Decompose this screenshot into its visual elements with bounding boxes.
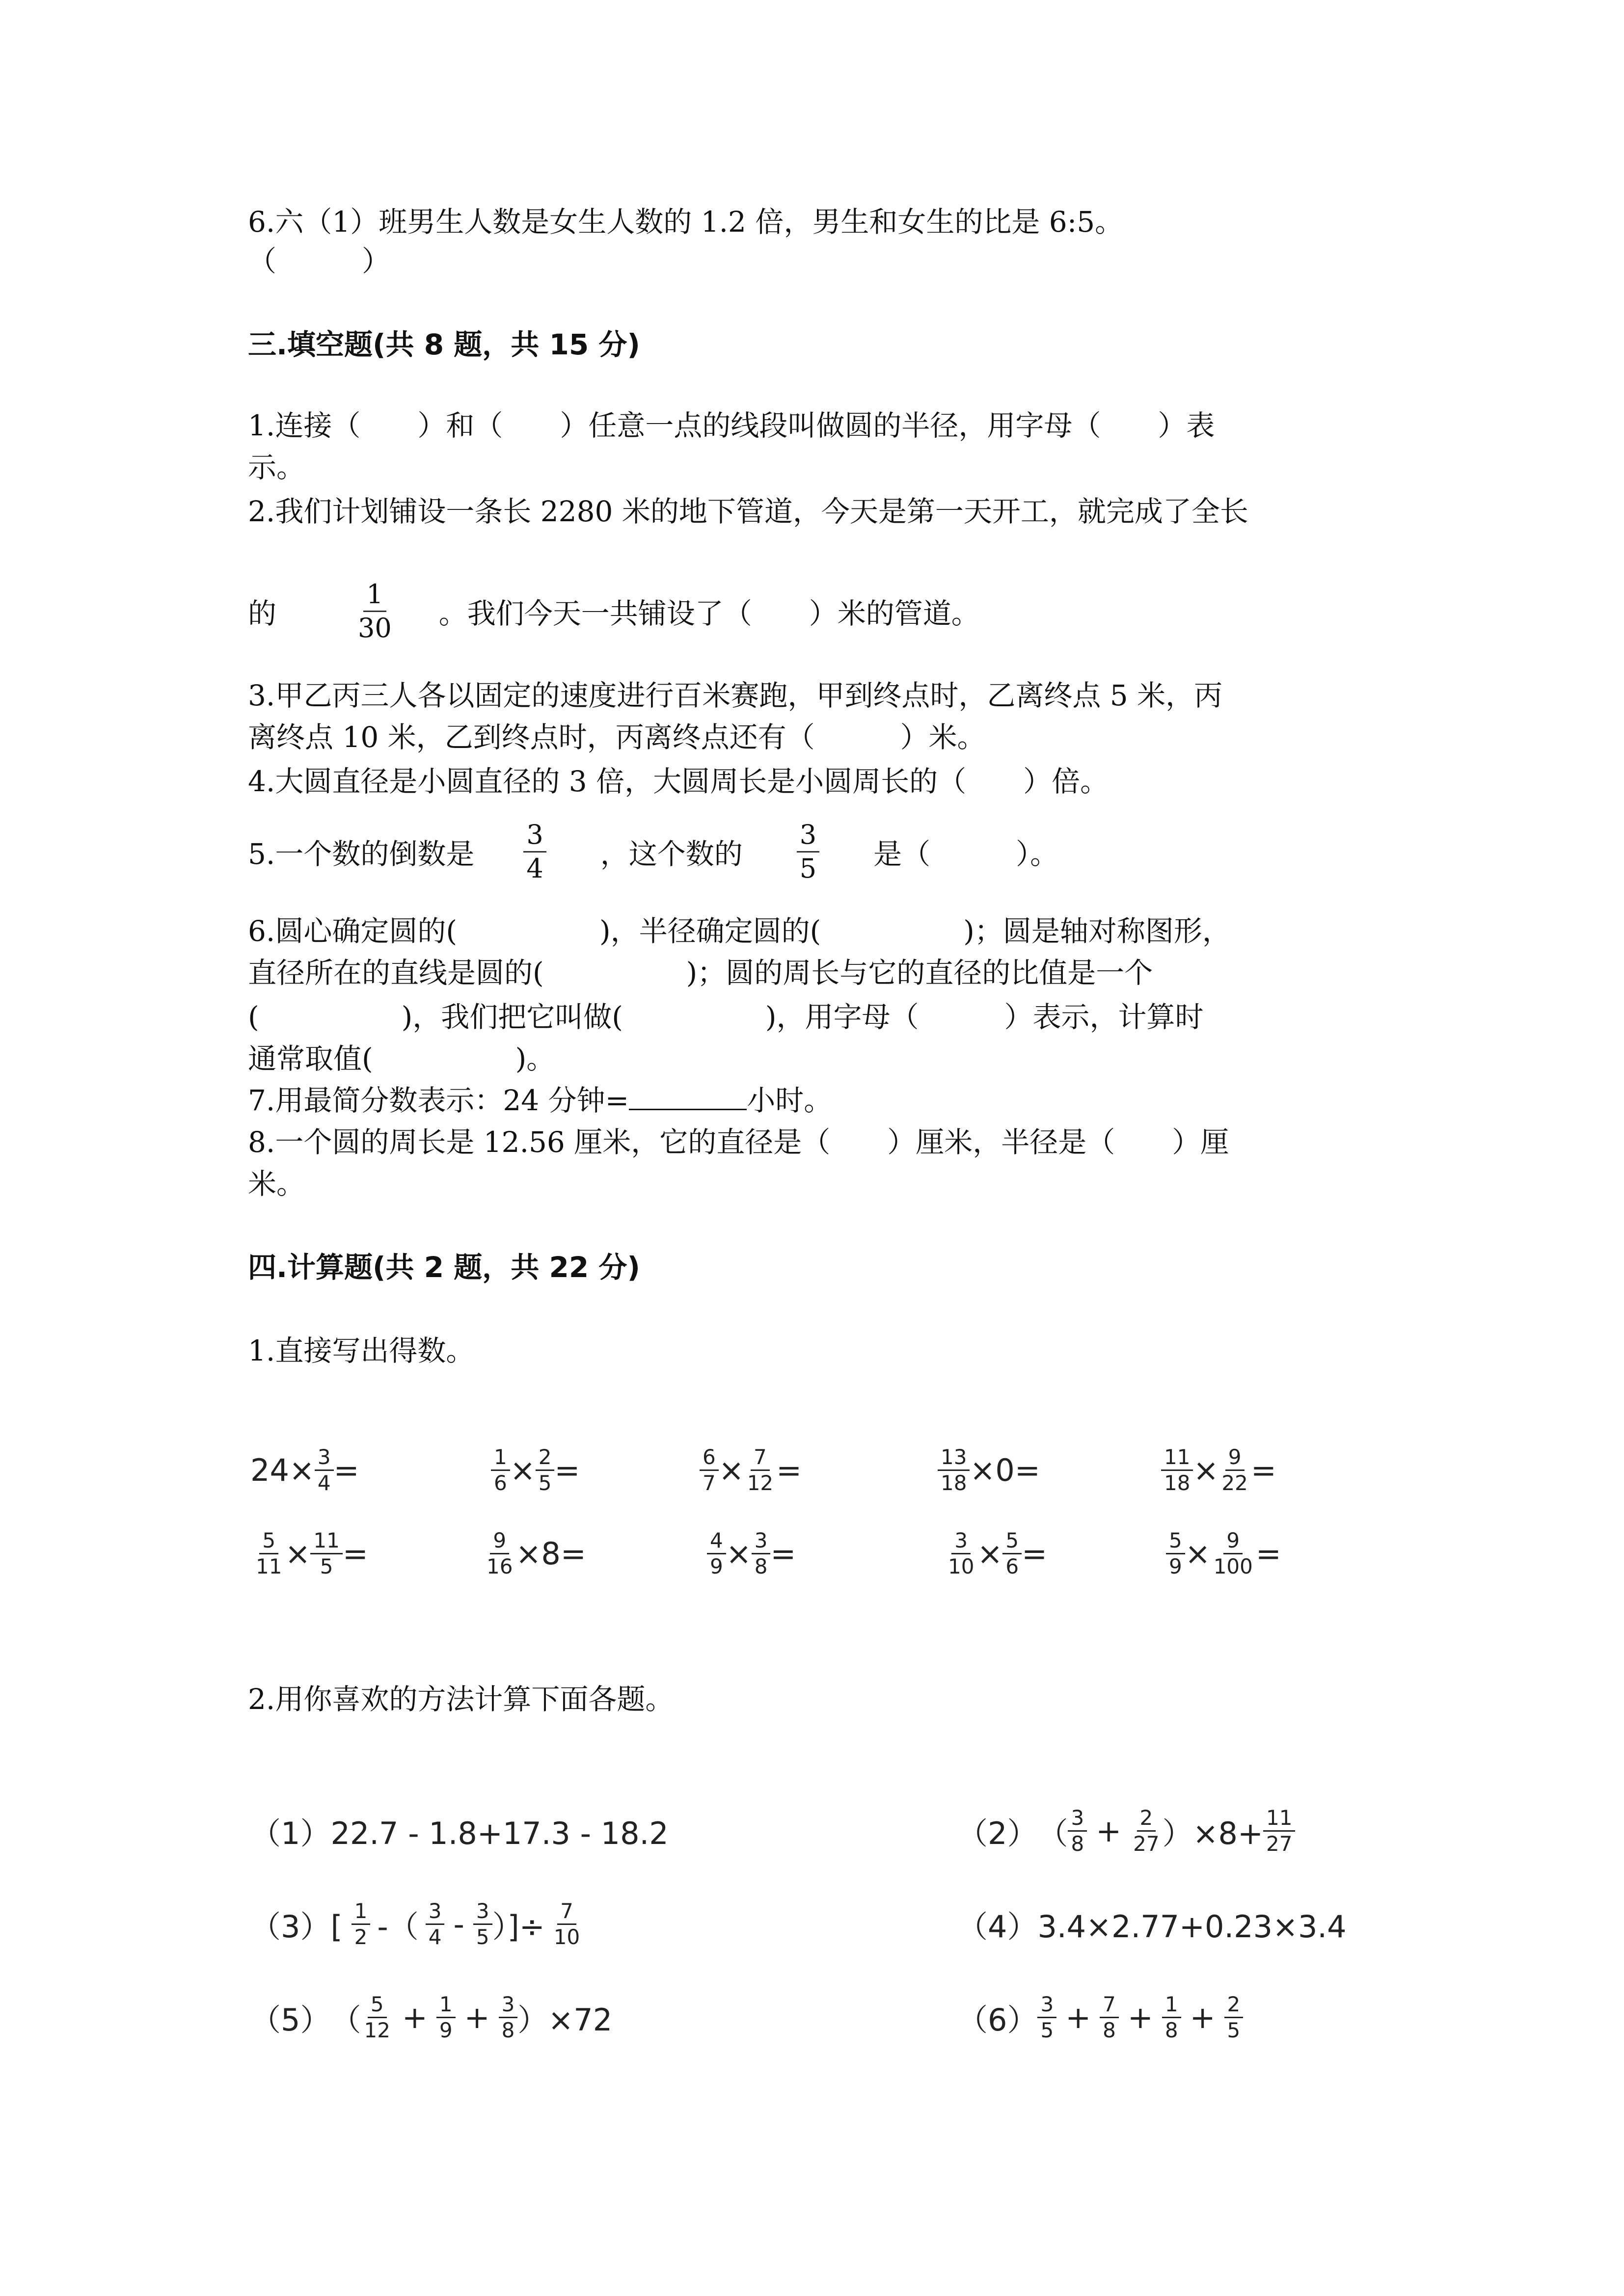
fraction-numerator: 9 — [1223, 1530, 1243, 1554]
fill-q5-c: 是（ ）。 — [873, 837, 1059, 871]
item-label: （3）[ — [250, 1908, 343, 1945]
fraction-numerator: 6 — [700, 1447, 719, 1471]
fraction-denominator: 9 — [1169, 1554, 1182, 1578]
fraction-numerator: 3 — [315, 1447, 334, 1471]
fraction-numerator: 11 — [310, 1530, 342, 1554]
fill-q7-text: 7.用最简分数表示：24 分钟= — [248, 1084, 629, 1117]
fraction-denominator: 8 — [1071, 1831, 1084, 1856]
fill-q6-line1: 6.圆心确定圆的( )，半径确定圆的( )；圆是轴对称图形， — [248, 914, 1231, 948]
fraction-numerator: 9 — [490, 1530, 509, 1554]
paren-open: （ — [1037, 1815, 1068, 1851]
fill-q8-line2: 米。 — [248, 1167, 305, 1201]
answer-blank-line — [629, 1084, 747, 1110]
minus-sign: - — [453, 1906, 464, 1942]
plus-sign: + — [402, 1999, 428, 2035]
oral-item-r2c2 — [484, 1526, 586, 1580]
fill-q5 — [248, 820, 1058, 883]
fraction-numerator: 1 — [363, 581, 386, 612]
fraction-denominator: 8 — [1103, 2018, 1116, 2042]
expr-text: ）]÷ — [492, 1908, 545, 1945]
fraction-numerator: 1 — [352, 1901, 371, 1925]
item-label: （6） — [957, 2002, 1038, 2038]
calc-q2-title: 2.用你喜欢的方法计算下面各题。 — [248, 1682, 674, 1716]
fill-q2-line1: 2.我们计划铺设一条长 2280 米的地下管道，今天是第一天开工，就完成了全长 — [248, 495, 1248, 528]
plus-sign: + — [1190, 1999, 1216, 2035]
fraction-numerator: 3 — [499, 1994, 518, 2018]
plus-sign: + — [464, 1999, 490, 2035]
fraction-numerator: 1 — [436, 1994, 456, 2018]
calc-item-1: （1）22.7 - 1.8+17.3 - 18.2 — [250, 1815, 669, 1851]
equals-sign: = — [770, 1535, 796, 1572]
fraction-1-30 — [355, 578, 395, 643]
oral-item-r2c1 — [253, 1526, 368, 1580]
fraction-denominator: 12 — [364, 2018, 390, 2042]
fill-q1-line2: 示。 — [248, 451, 305, 484]
oral-item-r2c3 — [707, 1526, 796, 1580]
calc-q1-title: 1.直接写出得数。 — [248, 1334, 475, 1367]
equals-sign: = — [342, 1535, 368, 1572]
times-sign: × — [1193, 1452, 1219, 1488]
fraction-numerator: 11 — [1263, 1808, 1295, 1832]
equals-sign: = — [554, 1452, 580, 1488]
fraction-denominator: 4 — [317, 1470, 331, 1495]
fill-q3-line2: 离终点 10 米，乙到终点时，丙离终点还有（ ）米。 — [248, 721, 986, 754]
equals-sign: = — [1255, 1535, 1281, 1572]
fraction-denominator: 8 — [1164, 2018, 1178, 2042]
section4-heading: 四.计算题(共 2 题，共 22 分) — [248, 1251, 640, 1284]
item-label: （5） — [250, 2002, 331, 2038]
fraction-denominator: 30 — [358, 612, 392, 643]
fraction-denominator: 5 — [538, 1470, 552, 1495]
judgement-q6: 6.六（1）班男生人数是女生人数的 1.2 倍，男生和女生的比是 6:5。 — [248, 205, 1124, 239]
fraction-numerator: 5 — [1002, 1530, 1022, 1554]
fraction-denominator: 11 — [256, 1554, 282, 1578]
fill-q2-line2 — [248, 579, 980, 643]
expr-text: ×0= — [970, 1452, 1040, 1488]
fraction-numerator: 7 — [557, 1901, 576, 1925]
fill-q6-line3: ( )，我们把它叫做( )，用字母（ ）表示，计算时 — [248, 1000, 1204, 1034]
fraction-denominator: 4 — [428, 1924, 442, 1949]
fraction-denominator: 18 — [941, 1470, 967, 1495]
fraction-denominator: 9 — [710, 1554, 723, 1578]
fill-q3-line1: 3.甲乙丙三人各以固定的速度进行百米赛跑，甲到终点时，乙离终点 5 米，丙 — [248, 679, 1223, 712]
fraction-denominator: 18 — [1164, 1470, 1191, 1495]
fraction-denominator: 10 — [553, 1924, 580, 1949]
fill-q4: 4.大圆直径是小圆直径的 3 倍，大圆周长是小圆周长的（ ）倍。 — [248, 765, 1109, 798]
oral-item-r1c4 — [938, 1443, 1040, 1497]
fraction-numerator: 7 — [1100, 1994, 1119, 2018]
section3-heading: 三.填空题(共 8 题，共 15 分) — [248, 328, 640, 361]
fraction-denominator: 5 — [320, 1554, 333, 1578]
fill-q5-b: ，这个数的 — [600, 837, 743, 871]
paren-open: （ — [330, 2002, 361, 2038]
calc-item-4: （4）3.4×2.77+0.23×3.4 — [957, 1908, 1347, 1945]
item-label: （2） — [957, 1815, 1038, 1851]
fraction-3-5 — [797, 819, 819, 884]
fill-q1-line1: 1.连接（ ）和（ ）任意一点的线段叫做圆的半径，用字母（ ）表 — [248, 409, 1215, 442]
plus-sign: + — [1065, 1999, 1091, 2035]
plus-sign: + — [1096, 1813, 1122, 1849]
fraction-numerator: 3 — [797, 822, 819, 853]
fill-q6-line4: 通常取值( )。 — [248, 1042, 555, 1075]
times-sign: × — [510, 1452, 536, 1488]
fill-q7 — [248, 1080, 832, 1121]
fraction-numerator: 3 — [523, 822, 546, 853]
fraction-numerator: 3 — [1068, 1808, 1087, 1832]
fill-q6-line2: 直径所在的直线是圆的( )；圆的周长与它的直径的比值是一个 — [248, 956, 1153, 989]
fraction-numerator: 4 — [707, 1530, 726, 1554]
fraction-denominator: 5 — [799, 853, 817, 884]
fill-q2-pre: 的 — [248, 597, 277, 630]
fraction-denominator: 12 — [747, 1470, 774, 1495]
oral-item-r2c4 — [945, 1526, 1047, 1580]
fraction-numerator: 3 — [1037, 1994, 1056, 2018]
fraction-denominator: 5 — [476, 1924, 489, 1949]
times-sign: × — [726, 1535, 752, 1572]
fraction-numerator: 11 — [1161, 1447, 1193, 1471]
equals-sign: = — [1022, 1535, 1048, 1572]
fill-q5-a: 5.一个数的倒数是 — [248, 837, 475, 871]
fraction-numerator: 5 — [259, 1530, 278, 1554]
equals-sign: = — [333, 1452, 359, 1488]
fraction-denominator: 9 — [439, 2018, 453, 2042]
expr-text: 24× — [250, 1452, 315, 1488]
fraction-numerator: 1 — [491, 1447, 510, 1471]
times-sign: × — [1185, 1535, 1211, 1572]
fraction-denominator: 6 — [494, 1470, 507, 1495]
oral-item-r1c2 — [491, 1443, 580, 1497]
times-sign: × — [285, 1535, 311, 1572]
fraction-numerator: 9 — [1225, 1447, 1245, 1471]
fraction-numerator: 3 — [473, 1901, 492, 1925]
times-sign: × — [718, 1452, 744, 1488]
fraction-denominator: 6 — [1005, 1554, 1019, 1578]
equals-sign: = — [776, 1452, 802, 1488]
oral-item-r1c1 — [250, 1443, 359, 1497]
expr-text: ）×72 — [517, 2002, 613, 2038]
oral-item-r1c5 — [1161, 1443, 1276, 1497]
fraction-denominator: 5 — [1040, 2018, 1054, 2042]
fraction-numerator: 2 — [536, 1447, 555, 1471]
fill-q7-unit: 小时。 — [747, 1084, 833, 1117]
oral-item-r2c5 — [1166, 1526, 1281, 1580]
expr-text: ）×8+ — [1162, 1815, 1263, 1851]
fraction-denominator: 4 — [526, 853, 543, 884]
fill-q2-post: 。我们今天一共铺设了（ ）米的管道。 — [438, 597, 980, 630]
calc-item-6 — [957, 1990, 1243, 2044]
fraction-numerator: 3 — [951, 1530, 971, 1554]
calc-item-3 — [250, 1897, 583, 1951]
fraction-3-4 — [523, 819, 546, 884]
times-sign: × — [977, 1535, 1003, 1572]
fraction-numerator: 5 — [368, 1994, 387, 2018]
fraction-numerator: 2 — [1224, 1994, 1244, 2018]
fraction-denominator: 8 — [754, 1554, 768, 1578]
expr-text: -（ — [377, 1908, 419, 1945]
fraction-numerator: 13 — [938, 1447, 970, 1471]
fraction-denominator: 22 — [1221, 1470, 1248, 1495]
fraction-denominator: 5 — [1227, 2018, 1241, 2042]
fraction-denominator: 27 — [1133, 1831, 1160, 1856]
plus-sign: + — [1127, 1999, 1153, 2035]
judgement-q6-answer-paren: （ ） — [248, 244, 391, 278]
fraction-denominator: 27 — [1266, 1831, 1293, 1856]
fraction-denominator: 100 — [1213, 1554, 1253, 1578]
fraction-numerator: 1 — [1162, 1994, 1181, 2018]
fraction-denominator: 10 — [948, 1554, 974, 1578]
calc-item-5 — [250, 1990, 612, 2044]
oral-item-r1c3 — [700, 1443, 802, 1497]
equals-sign: = — [1250, 1452, 1276, 1488]
fraction-numerator: 3 — [752, 1530, 771, 1554]
fraction-numerator: 2 — [1137, 1808, 1156, 1832]
fraction-denominator: 8 — [501, 2018, 515, 2042]
fraction-denominator: 2 — [354, 1924, 368, 1949]
fraction-denominator: 16 — [487, 1554, 513, 1578]
fill-q8-line1: 8.一个圆的周长是 12.56 厘米，它的直径是（ ）厘米，半径是（ ）厘 — [248, 1125, 1229, 1159]
calc-item-2 — [957, 1804, 1295, 1858]
expr-text: ×8= — [515, 1535, 586, 1572]
fraction-numerator: 5 — [1166, 1530, 1185, 1554]
fraction-numerator: 3 — [426, 1901, 445, 1925]
fraction-denominator: 7 — [703, 1470, 716, 1495]
fraction-numerator: 7 — [751, 1447, 770, 1471]
